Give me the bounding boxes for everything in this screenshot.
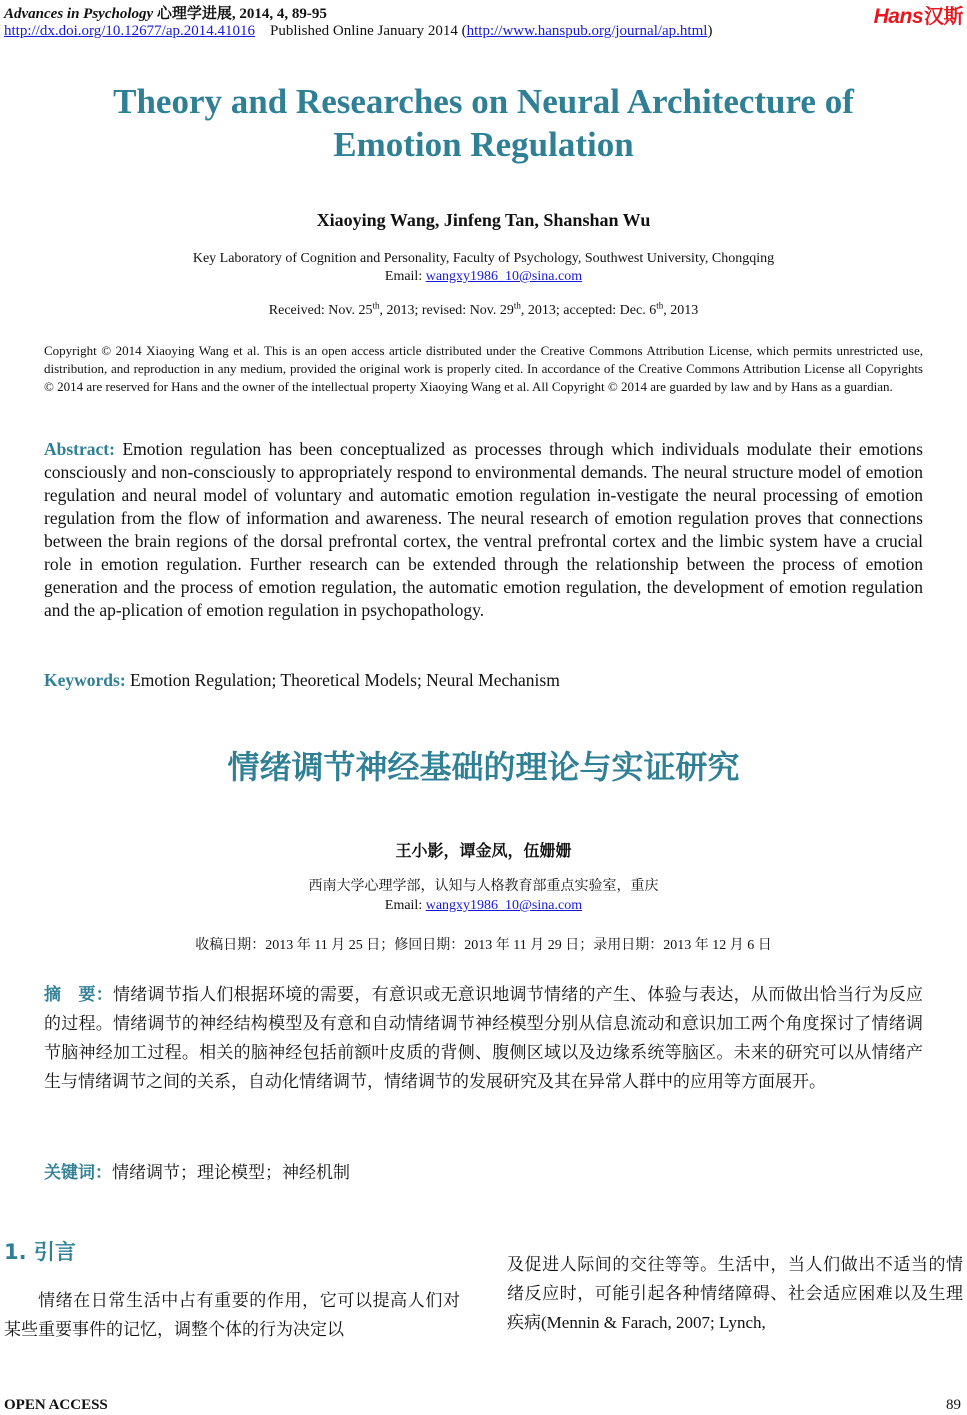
accepted-date: , 2013; accepted: Dec. 6 xyxy=(520,303,657,318)
chinese-keywords-text: 情绪调节；理论模型；神经机制 xyxy=(112,1163,350,1182)
dates-end: , 2013 xyxy=(663,303,699,318)
chinese-authors: 王小影，谭金凤，伍姗姗 xyxy=(395,843,572,860)
accepted-sup: th xyxy=(656,300,664,311)
journal-name: Advances in Psychology xyxy=(4,6,154,22)
logo-text: Hans xyxy=(873,5,923,28)
chinese-email-link[interactable]: wangxy1986_10@sina.com xyxy=(425,898,583,913)
affiliation: Key Laboratory of Cognition and Personality, Faculty of Psychology, Southwest University, Chongqing xyxy=(192,251,775,266)
paper-title xyxy=(0,80,967,166)
logo-cn: 汉斯 xyxy=(924,6,963,28)
revised-sup: th xyxy=(513,300,521,311)
revised-date: , 2013; revised: Nov. 29 xyxy=(379,303,514,318)
body-column-right: 及促进人际间的交往等等。生活中，当人们做出不适当的情绪反应时，可能引起各种情绪障碍、社会适应困难以及生理疾病(Mennin & Farach, 2007; Lynch, xyxy=(507,1255,963,1332)
doi-link[interactable]: http://dx.doi.org/10.12677/ap.2014.41016 xyxy=(4,23,255,39)
journal-citation xyxy=(4,2,327,23)
abstract-text: Emotion regulation has been conceptualized as processes through which individuals modulate their emotions consciously and non-consciously to appropriately respond to environmental demands. The neural structure model of emotion regulation and neural model of voluntary and automatic emotion regulation in-vestigate the neural processing of emotion regulation from the flow of information and awareness. The neural research of emotion regulation proves that connections between the brain regions of the dorsal prefrontal cortex, the ventral prefrontal cortex and the limbic system have a crucial role in emotion regulation. Further research can be extended through the relationship between the process of emotion generation and the process of emotion regulation, the automatic emotion regulation, the development of emotion regulation and the ap-plication of emotion regulation in psychopathology. xyxy=(44,439,923,620)
journal-url-link[interactable]: http://www.hanspub.org/journal/ap.html xyxy=(466,23,708,39)
email-line xyxy=(0,268,967,286)
affiliation-block xyxy=(0,250,967,286)
abstract xyxy=(44,438,923,622)
published-text: Published Online January 2014 ( xyxy=(269,23,467,39)
chinese-abstract xyxy=(44,980,923,1096)
chinese-title: 情绪调节神经基础的理论与实证研究 xyxy=(227,748,740,786)
copyright-notice: Copyright © 2014 Xiaoying Wang et al. This is an open access article distributed under the Creative Commons Attribution License, which permits unrestricted use, distribution, and reproduction in any medium, provided the original work is properly cited. In accordance of the Creative Commons Attribution License all Copyrights © 2014 are reserved for Hans and the owner of the intellectual property Xiaoying Wang et al. All Copyright © 2014 are guarded by law and by Hans as a guardian. xyxy=(44,343,923,394)
open-access-label: OPEN ACCESS xyxy=(4,1397,108,1413)
chinese-affiliation: 西南大学心理学部，认知与人格教育部重点实验室，重庆 xyxy=(308,879,659,894)
keywords xyxy=(44,670,923,691)
published-close: ) xyxy=(707,23,713,39)
hans-logo xyxy=(874,0,963,29)
keywords-text: Emotion Regulation; Theoretical Models; Neural Mechanism xyxy=(125,670,560,690)
doi-line xyxy=(4,23,712,40)
chinese-email-label: Email: xyxy=(384,898,426,913)
journal-name-cn: 心理学进展, 2014, 4, 89-95 xyxy=(156,6,327,22)
chinese-keywords-label: 关键词： xyxy=(44,1163,112,1182)
section-heading-introduction: 1. 引言 xyxy=(4,1240,76,1264)
email-label: Email: xyxy=(384,269,426,284)
submission-dates xyxy=(0,300,967,319)
chinese-abstract-text: 情绪调节指人们根据环境的需要，有意识或无意识地调节情绪的产生、体验与表达，从而做出恰当行为反应的过程。情绪调节的神经结构模型及有意和自动情绪调节神经模型分别从信息流动和意识加工两个角度探讨了情绪调节脑神经加工过程。相关的脑神经包括前额叶皮质的背侧、腹侧区域以及边缘系统等脑区。未来的研究可以从情绪产生与情绪调节之间的关系，自动化情绪调节，情绪调节的发展研究及其在异常人群中的应用等方面展开。 xyxy=(44,985,924,1091)
received-sup: th xyxy=(372,300,380,311)
chinese-dates: 收稿日期：2013 年 11 月 25 日；修回日期：2013 年 11 月 29 日；录用日期：2013 年 12 月 6 日 xyxy=(195,938,772,953)
title-line-1: Theory and Researches on Neural Architecture of xyxy=(113,82,854,121)
chinese-email-line xyxy=(0,896,967,915)
title-line-2: Emotion Regulation xyxy=(333,125,634,164)
page-number: 89 xyxy=(946,1397,961,1413)
chinese-keywords xyxy=(44,1158,923,1183)
abstract-label: Abstract: xyxy=(44,439,115,459)
body-column-left: 情绪在日常生活中占有重要的作用，它可以提高人们对某些重要事件的记忆，调整个体的行为决定以 xyxy=(4,1291,460,1339)
chinese-abstract-label: 摘 要： xyxy=(44,985,113,1004)
email-link[interactable]: wangxy1986_10@sina.com xyxy=(425,269,583,284)
authors: Xiaoying Wang, Jinfeng Tan, Shanshan Wu xyxy=(316,210,651,230)
chinese-affiliation-block xyxy=(0,877,967,915)
keywords-label: Keywords: xyxy=(44,670,126,690)
received-date: Received: Nov. 25 xyxy=(268,303,373,318)
